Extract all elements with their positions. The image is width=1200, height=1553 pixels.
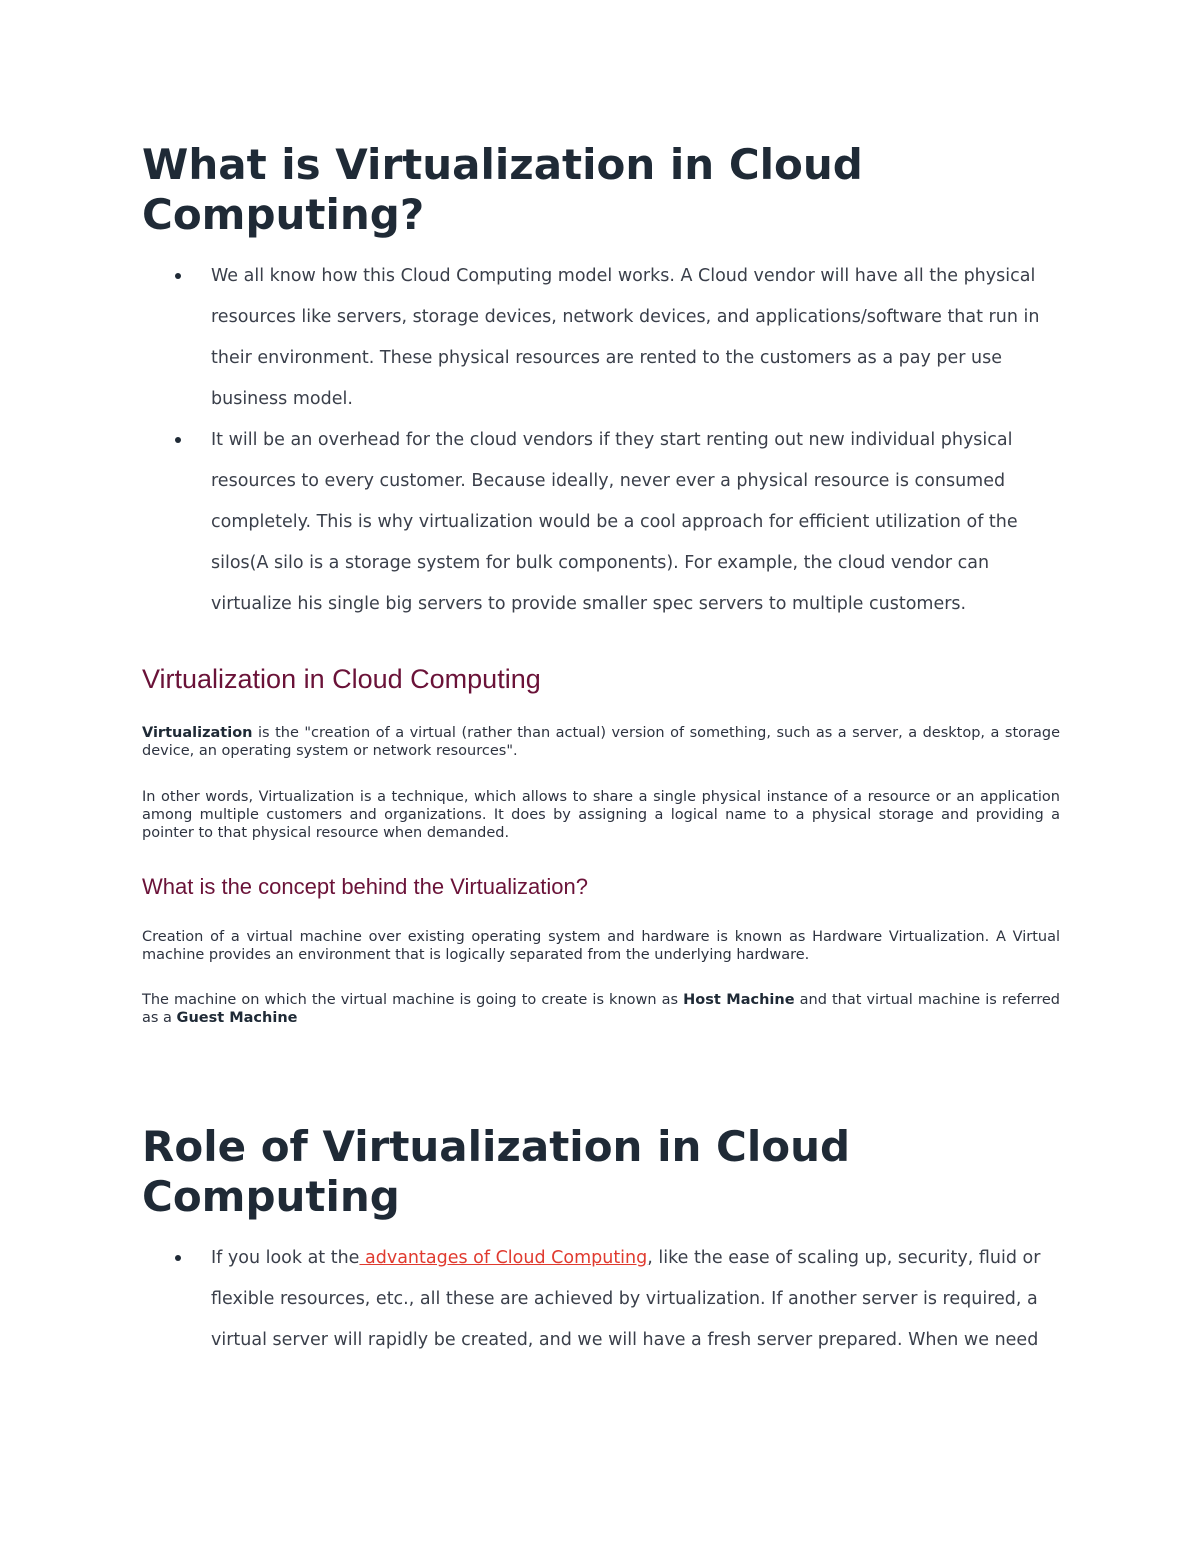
advantages-of-cloud-computing-link[interactable]: advantages of Cloud Computing xyxy=(359,1248,648,1268)
section1-bullet-list xyxy=(142,256,1062,625)
section4-bullet-list xyxy=(142,1238,1062,1361)
bullet-icon xyxy=(175,437,181,443)
host-machine-term: Host Machine xyxy=(683,992,795,1008)
section1-title xyxy=(142,140,1042,240)
list-item: If you look at the advantages of Cloud Computing, like the ease of scaling up, security, fluid or flexible resources, etc., all these are achieved by virtualization. If another server is required, a virtual server will rapidly be created, and we will have a fresh server prepared. When we need xyxy=(142,1238,1062,1361)
section1-title-line2: Computing? xyxy=(142,190,425,239)
section3-heading: What is the concept behind the Virtualization? xyxy=(142,874,588,899)
section4-title xyxy=(142,1122,1042,1222)
virtualization-term: Virtualization xyxy=(142,725,253,741)
section4-title-line1: Role of Virtualization in Cloud xyxy=(142,1122,851,1171)
list-item: It will be an overhead for the cloud vendors if they start renting out new individual physical resources to every customer. Because ideally, never ever a physical resource is consumed completely. This is why virtualization would be a cool approach for efficient utilization of the silos(A silo is a storage system for bulk components). For example, the cloud vendor can virtualize his single big servers to provide smaller spec servers to multiple customers. xyxy=(142,420,1062,625)
section1-title-line1: What is Virtualization in Cloud xyxy=(142,140,863,189)
guest-machine-term: Guest Machine xyxy=(176,1010,298,1026)
section3-paragraph-2: The machine on which the virtual machine is going to create is known as Host Machine and that virtual machine is referred as a Guest Machine xyxy=(142,992,1060,1026)
section3-paragraph-1: Creation of a virtual machine over existing operating system and hardware is known as Hardware Virtualization. A Virtual machine provides an environment that is logically separated from the underlying hardware. xyxy=(142,929,1060,963)
section2-heading: Virtualization in Cloud Computing xyxy=(142,664,541,694)
bullet-icon xyxy=(175,1255,181,1261)
section4-title-line2: Computing xyxy=(142,1172,400,1221)
section2-paragraph-2: In other words, Virtualization is a technique, which allows to share a single physical instance of a resource or an application among multiple customers and organizations. It does by assigning a logical name to a physical storage and providing a pointer to that physical resource when demanded. xyxy=(142,789,1060,841)
list-item: We all know how this Cloud Computing model works. A Cloud vendor will have all the physical resources like servers, storage devices, network devices, and applications/software that run in their environment. These physical resources are rented to the customers as a pay per use business model. xyxy=(142,256,1062,420)
bullet-icon xyxy=(175,273,181,279)
section2-paragraph-1: Virtualization is the "creation of a virtual (rather than actual) version of something, such as a server, a desktop, a storage device, an operating system or network resources". xyxy=(142,725,1060,759)
